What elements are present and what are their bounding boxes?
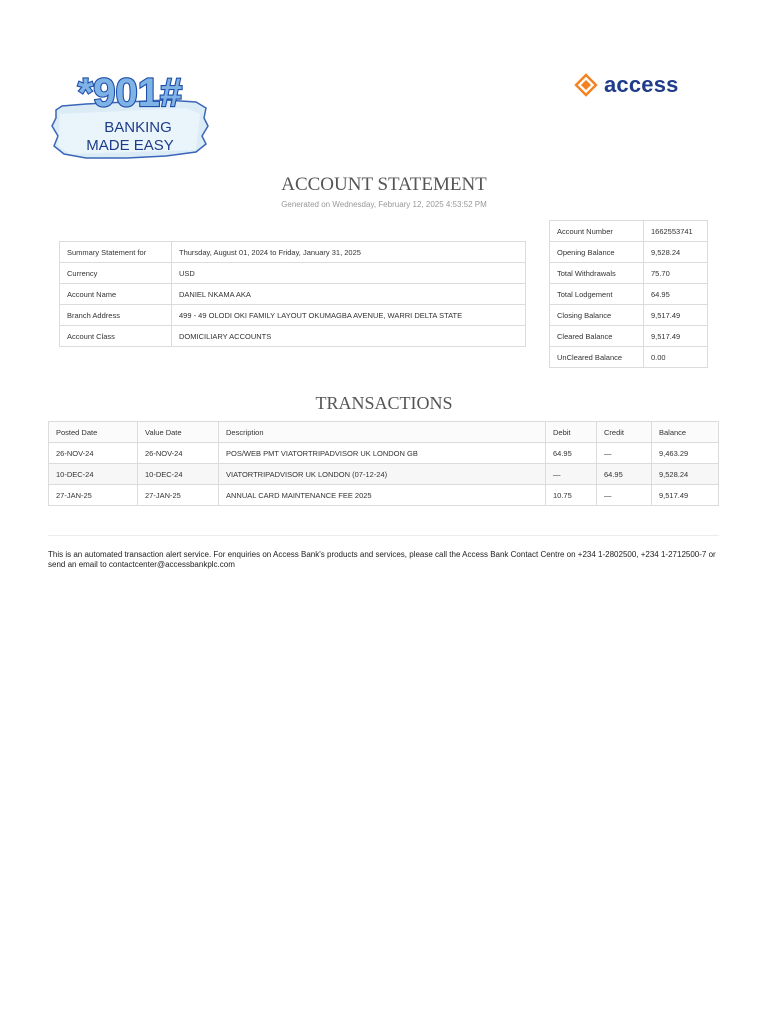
summary-label: Account Class bbox=[60, 326, 172, 347]
balance-cell: 9,517.49 bbox=[652, 485, 719, 506]
credit-cell: 64.95 bbox=[597, 464, 652, 485]
description-cell: ANNUAL CARD MAINTENANCE FEE 2025 bbox=[219, 485, 546, 506]
balance-label: Opening Balance bbox=[550, 242, 644, 263]
column-header-posted-date: Posted Date bbox=[49, 422, 138, 443]
generated-timestamp: Generated on Wednesday, February 12, 2025 4:53:52 PM bbox=[281, 200, 487, 209]
debit-cell: — bbox=[546, 464, 597, 485]
access-diamond-icon bbox=[574, 73, 598, 97]
description-cell: POS/WEB PMT VIATORTRIPADVISOR UK LONDON GB bbox=[219, 443, 546, 464]
table-row bbox=[49, 485, 719, 506]
balance-value: 9,528.24 bbox=[644, 242, 708, 263]
logo-tagline-1: BANKING bbox=[104, 119, 172, 136]
summary-value: DOMICILIARY ACCOUNTS bbox=[172, 326, 526, 347]
column-header-value-date: Value Date bbox=[138, 422, 219, 443]
access-bank-logo bbox=[574, 72, 679, 98]
value-date-cell: 26-NOV-24 bbox=[138, 443, 219, 464]
table-row bbox=[49, 464, 719, 485]
summary-label: Currency bbox=[60, 263, 172, 284]
column-header-description: Description bbox=[219, 422, 546, 443]
logo-code: *901# bbox=[77, 71, 183, 115]
column-header-balance: Balance bbox=[652, 422, 719, 443]
balance-label: Total Withdrawals bbox=[550, 263, 644, 284]
table-row bbox=[60, 263, 526, 284]
footer-notice: This is an automated transaction alert service. For enquiries on Access Bank's products and services, please call the Access Bank Contact Centre on +234 1-2802500, +234 1-2712500-7 or send an email to contactcenter@accessbankplc.com bbox=[48, 550, 716, 569]
balance-value: 75.70 bbox=[644, 263, 708, 284]
transactions-table bbox=[48, 421, 719, 506]
table-row bbox=[550, 326, 708, 347]
balance-value: 9,517.49 bbox=[644, 305, 708, 326]
balance-cell: 9,528.24 bbox=[652, 464, 719, 485]
balance-label: Closing Balance bbox=[550, 305, 644, 326]
summary-value: 499 - 49 OLODI OKI FAMILY LAYOUT OKUMAGBA AVENUE, WARRI DELTA STATE bbox=[172, 305, 526, 326]
brand-name: access bbox=[604, 72, 679, 97]
logo-tagline-2: MADE EASY bbox=[86, 137, 174, 154]
table-row bbox=[60, 284, 526, 305]
table-row bbox=[60, 305, 526, 326]
table-row bbox=[60, 242, 526, 263]
table-row bbox=[550, 242, 708, 263]
balance-cell: 9,463.29 bbox=[652, 443, 719, 464]
table-row bbox=[60, 326, 526, 347]
table-row bbox=[550, 221, 708, 242]
balance-value: 9,517.49 bbox=[644, 326, 708, 347]
balance-label: Total Lodgement bbox=[550, 284, 644, 305]
value-date-cell: 10-DEC-24 bbox=[138, 464, 219, 485]
table-row bbox=[550, 347, 708, 368]
table-row bbox=[550, 305, 708, 326]
posted-date-cell: 27-JAN-25 bbox=[49, 485, 138, 506]
description-cell: VIATORTRIPADVISOR UK LONDON (07-12-24) bbox=[219, 464, 546, 485]
table-row bbox=[550, 284, 708, 305]
debit-cell: 64.95 bbox=[546, 443, 597, 464]
statement-title: ACCOUNT STATEMENT bbox=[281, 174, 487, 195]
balances-table bbox=[549, 220, 708, 368]
summary-value: Thursday, August 01, 2024 to Friday, January 31, 2025 bbox=[172, 242, 526, 263]
balance-label: Cleared Balance bbox=[550, 326, 644, 347]
balance-value: 64.95 bbox=[644, 284, 708, 305]
balance-label: UnCleared Balance bbox=[550, 347, 644, 368]
divider bbox=[48, 535, 719, 536]
posted-date-cell: 26-NOV-24 bbox=[49, 443, 138, 464]
table-row bbox=[550, 263, 708, 284]
posted-date-cell: 10-DEC-24 bbox=[49, 464, 138, 485]
credit-cell: — bbox=[597, 443, 652, 464]
balance-label: Account Number bbox=[550, 221, 644, 242]
summary-table bbox=[59, 241, 526, 347]
summary-label: Branch Address bbox=[60, 305, 172, 326]
column-header-credit: Credit bbox=[597, 422, 652, 443]
table-header-row bbox=[49, 422, 719, 443]
summary-label: Account Name bbox=[60, 284, 172, 305]
balance-value: 1662553741 bbox=[644, 221, 708, 242]
balance-value: 0.00 bbox=[644, 347, 708, 368]
summary-value: DANIEL NKAMA AKA bbox=[172, 284, 526, 305]
banking-made-easy-logo bbox=[46, 66, 214, 164]
column-header-debit: Debit bbox=[546, 422, 597, 443]
credit-cell: — bbox=[597, 485, 652, 506]
summary-value: USD bbox=[172, 263, 526, 284]
transactions-title: TRANSACTIONS bbox=[315, 393, 453, 413]
debit-cell: 10.75 bbox=[546, 485, 597, 506]
table-row bbox=[49, 443, 719, 464]
summary-label: Summary Statement for bbox=[60, 242, 172, 263]
value-date-cell: 27-JAN-25 bbox=[138, 485, 219, 506]
